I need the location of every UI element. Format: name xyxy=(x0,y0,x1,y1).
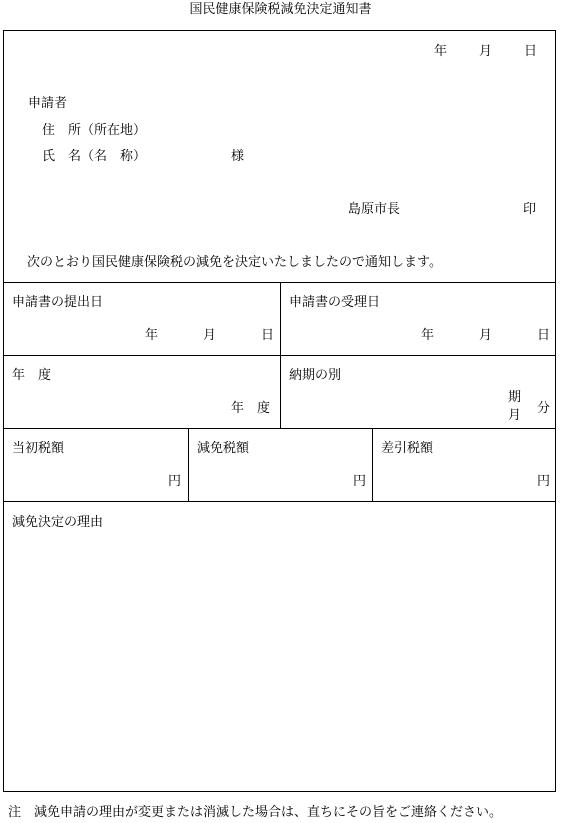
initial-tax-label: 当初税額 xyxy=(12,441,65,456)
installment-term-unit: 期 xyxy=(508,390,522,405)
divider-col-row3-a xyxy=(188,428,189,501)
submitted-date-month: 月 xyxy=(203,328,217,343)
name-label: 氏 名（名 称） xyxy=(42,149,147,164)
seal-mark: 印 xyxy=(523,202,537,217)
divider-col-row3-b xyxy=(372,428,373,501)
fiscal-year-label: 年 度 xyxy=(12,368,52,383)
received-date-day: 日 xyxy=(537,328,551,343)
header-date-day: 日 xyxy=(524,44,538,59)
net-tax-label: 差引税額 xyxy=(381,441,434,456)
applicant-label: 申請者 xyxy=(28,96,68,111)
received-date-year: 年 xyxy=(421,328,435,343)
fiscal-year-unit: 年 度 xyxy=(231,401,271,416)
divider-row2 xyxy=(3,428,556,429)
divider-row3 xyxy=(3,501,556,502)
header-date-month: 月 xyxy=(479,44,493,59)
reason-label: 減免決定の理由 xyxy=(12,515,104,530)
header-date-year: 年 xyxy=(434,44,448,59)
honorific: 様 xyxy=(231,149,245,164)
decision-statement: 次のとおり国民健康保険税の減免を決定いたしましたので通知します。 xyxy=(27,255,442,270)
submitted-date-year: 年 xyxy=(145,328,159,343)
submitted-date-label: 申請書の提出日 xyxy=(12,295,104,310)
installment-label: 納期の別 xyxy=(289,368,342,383)
reduction-tax-label: 減免税額 xyxy=(197,441,250,456)
initial-tax-yen: 円 xyxy=(168,474,182,489)
installment-month-unit: 月 xyxy=(508,408,522,423)
divider-col-row1 xyxy=(280,282,281,428)
net-tax-yen: 円 xyxy=(537,474,551,489)
installment-part-unit: 分 xyxy=(537,401,551,416)
document-title: 国民健康保険税減免決定通知書 xyxy=(189,2,372,17)
received-date-month: 月 xyxy=(479,328,493,343)
submitted-date-day: 日 xyxy=(261,328,275,343)
reduction-tax-yen: 円 xyxy=(353,474,367,489)
address-label: 住 所（所在地） xyxy=(42,123,147,138)
received-date-label: 申請書の受理日 xyxy=(289,295,381,310)
footnote: 注 減免申請の理由が変更または消滅した場合は、直ちにその旨をご連絡ください。 xyxy=(8,805,503,820)
mayor-title: 島原市長 xyxy=(348,202,401,217)
